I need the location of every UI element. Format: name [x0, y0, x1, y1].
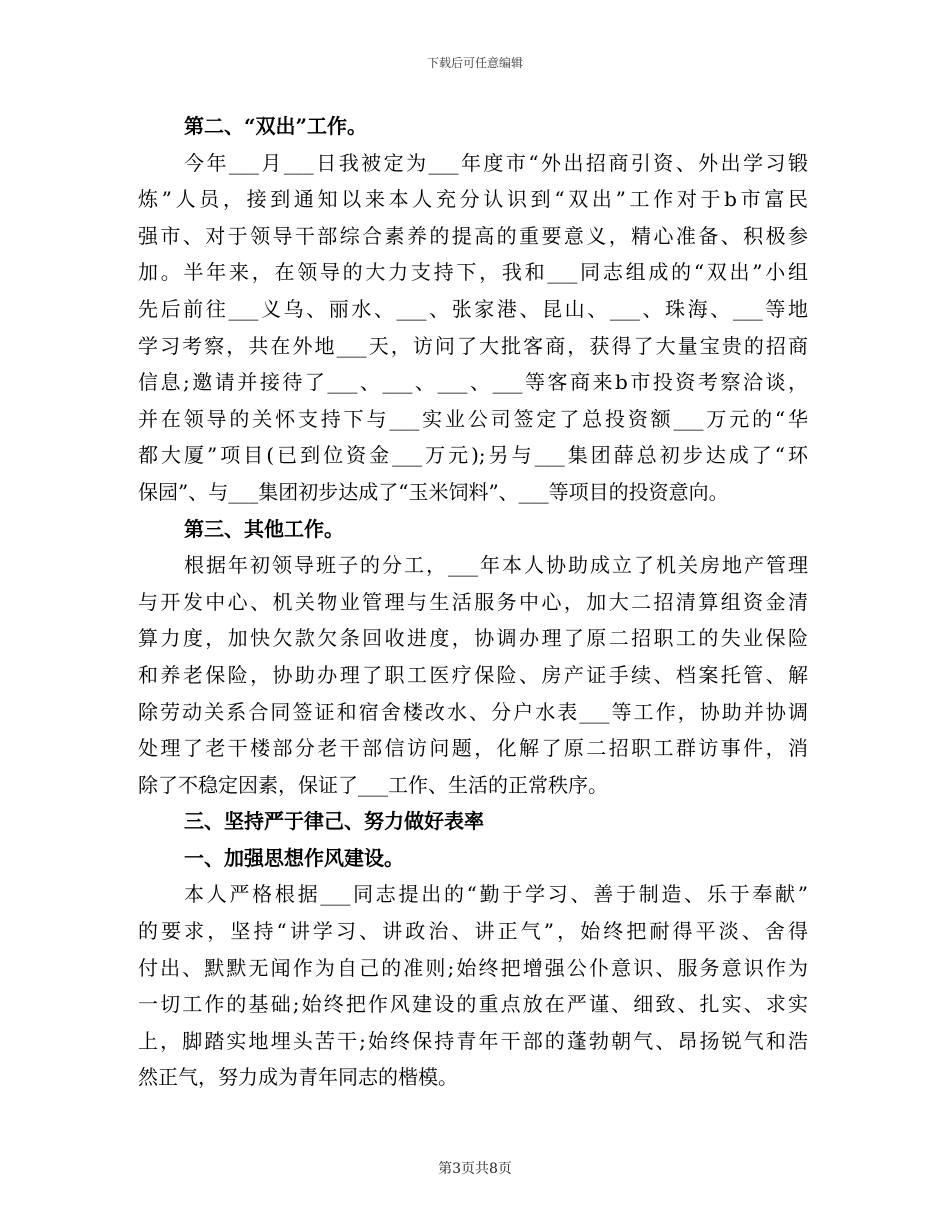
paragraph-line: 算力度，加快欠款欠条回收进度，协调办理了原二招职工的失业保险	[138, 626, 808, 651]
paragraph-line: 信息;邀请并接待了___、___、___、___等客商来b市投资考察洽谈，	[138, 370, 808, 395]
section-heading: 第三、其他工作。	[184, 516, 344, 541]
paragraph-line: 除劳动关系合同签证和宿舍楼改水、分户水表___等工作，协助并协调	[138, 699, 808, 724]
paragraph-line: 与开发中心、机关物业管理与生活服务中心，加大二招清算组资金清	[138, 589, 808, 614]
paragraph-line: 强市、对于领导干部综合素养的提高的重要意义，精心准备、积极参	[138, 223, 808, 248]
paragraph-line: 除了不稳定因素，保证了___工作、生活的正常秩序。	[138, 772, 608, 797]
paragraph-line: 的要求，坚持“讲学习、讲政治、讲正气”，始终把耐得平淡、舍得	[138, 919, 808, 944]
paragraph-line: 和养老保险，协助办理了职工医疗保险、房产证手续、档案托管、解	[138, 662, 808, 687]
paragraph-line: 今年___月___日我被定为___年度市“外出招商引资、外出学习锻	[184, 150, 808, 175]
paragraph-line: 根据年初领导班子的分工，___年本人协助成立了机关房地产管理	[184, 553, 808, 578]
paragraph-line: 并在领导的关怀支持下与___实业公司签定了总投资额___万元的“华	[138, 406, 808, 431]
page-number: 第3页共8页	[438, 1161, 512, 1177]
paragraph-line: 学习考察，共在外地___天，访问了大批客商，获得了大量宝贵的招商	[138, 333, 808, 358]
section-heading: 第二、“双出”工作。	[184, 114, 368, 138]
paragraph-line: 一切工作的基础;始终把作风建设的重点放在严谨、细致、扎实、求实	[138, 992, 808, 1017]
section-heading: 三、坚持严于律己、努力做好表率	[184, 809, 484, 834]
paragraph-line: 炼”人员，接到通知以来本人充分认识到“双出”工作对于b市富民	[138, 187, 808, 212]
document-body	[138, 108, 808, 1096]
section-heading: 一、加强思想作风建设。	[184, 845, 404, 870]
paragraph-line: 保园”、与___集团初步达成了“玉米饲料”、___等项目的投资意向。	[138, 479, 729, 504]
paragraph-line: 加。半年来，在领导的大力支持下，我和___同志组成的“双出”小组	[138, 260, 808, 285]
paragraph-line: 都大厦”项目(已到位资金___万元);另与___集团薛总初步达成了“环	[138, 443, 808, 468]
paragraph-line: 付出、默默无闻作为自己的准则;始终把增强公仆意识、服务意识作为	[138, 955, 808, 980]
paragraph-line: 处理了老干楼部分老干部信访问题，化解了原二招职工群访事件，消	[138, 736, 808, 761]
paragraph-line: 先后前往___义乌、丽水、___、张家港、昆山、___、珠海、___等地	[138, 296, 808, 321]
page-header-note: 下载后可任意编辑	[426, 56, 523, 70]
paragraph-line: 然正气，努力成为青年同志的楷模。	[138, 1065, 458, 1090]
paragraph-line: 本人严格根据___同志提出的“勤于学习、善于制造、乐于奉献”	[184, 882, 808, 907]
paragraph-line: 上，脚踏实地埋头苦干;始终保持青年干部的蓬勃朝气、昂扬锐气和浩	[138, 1028, 808, 1053]
